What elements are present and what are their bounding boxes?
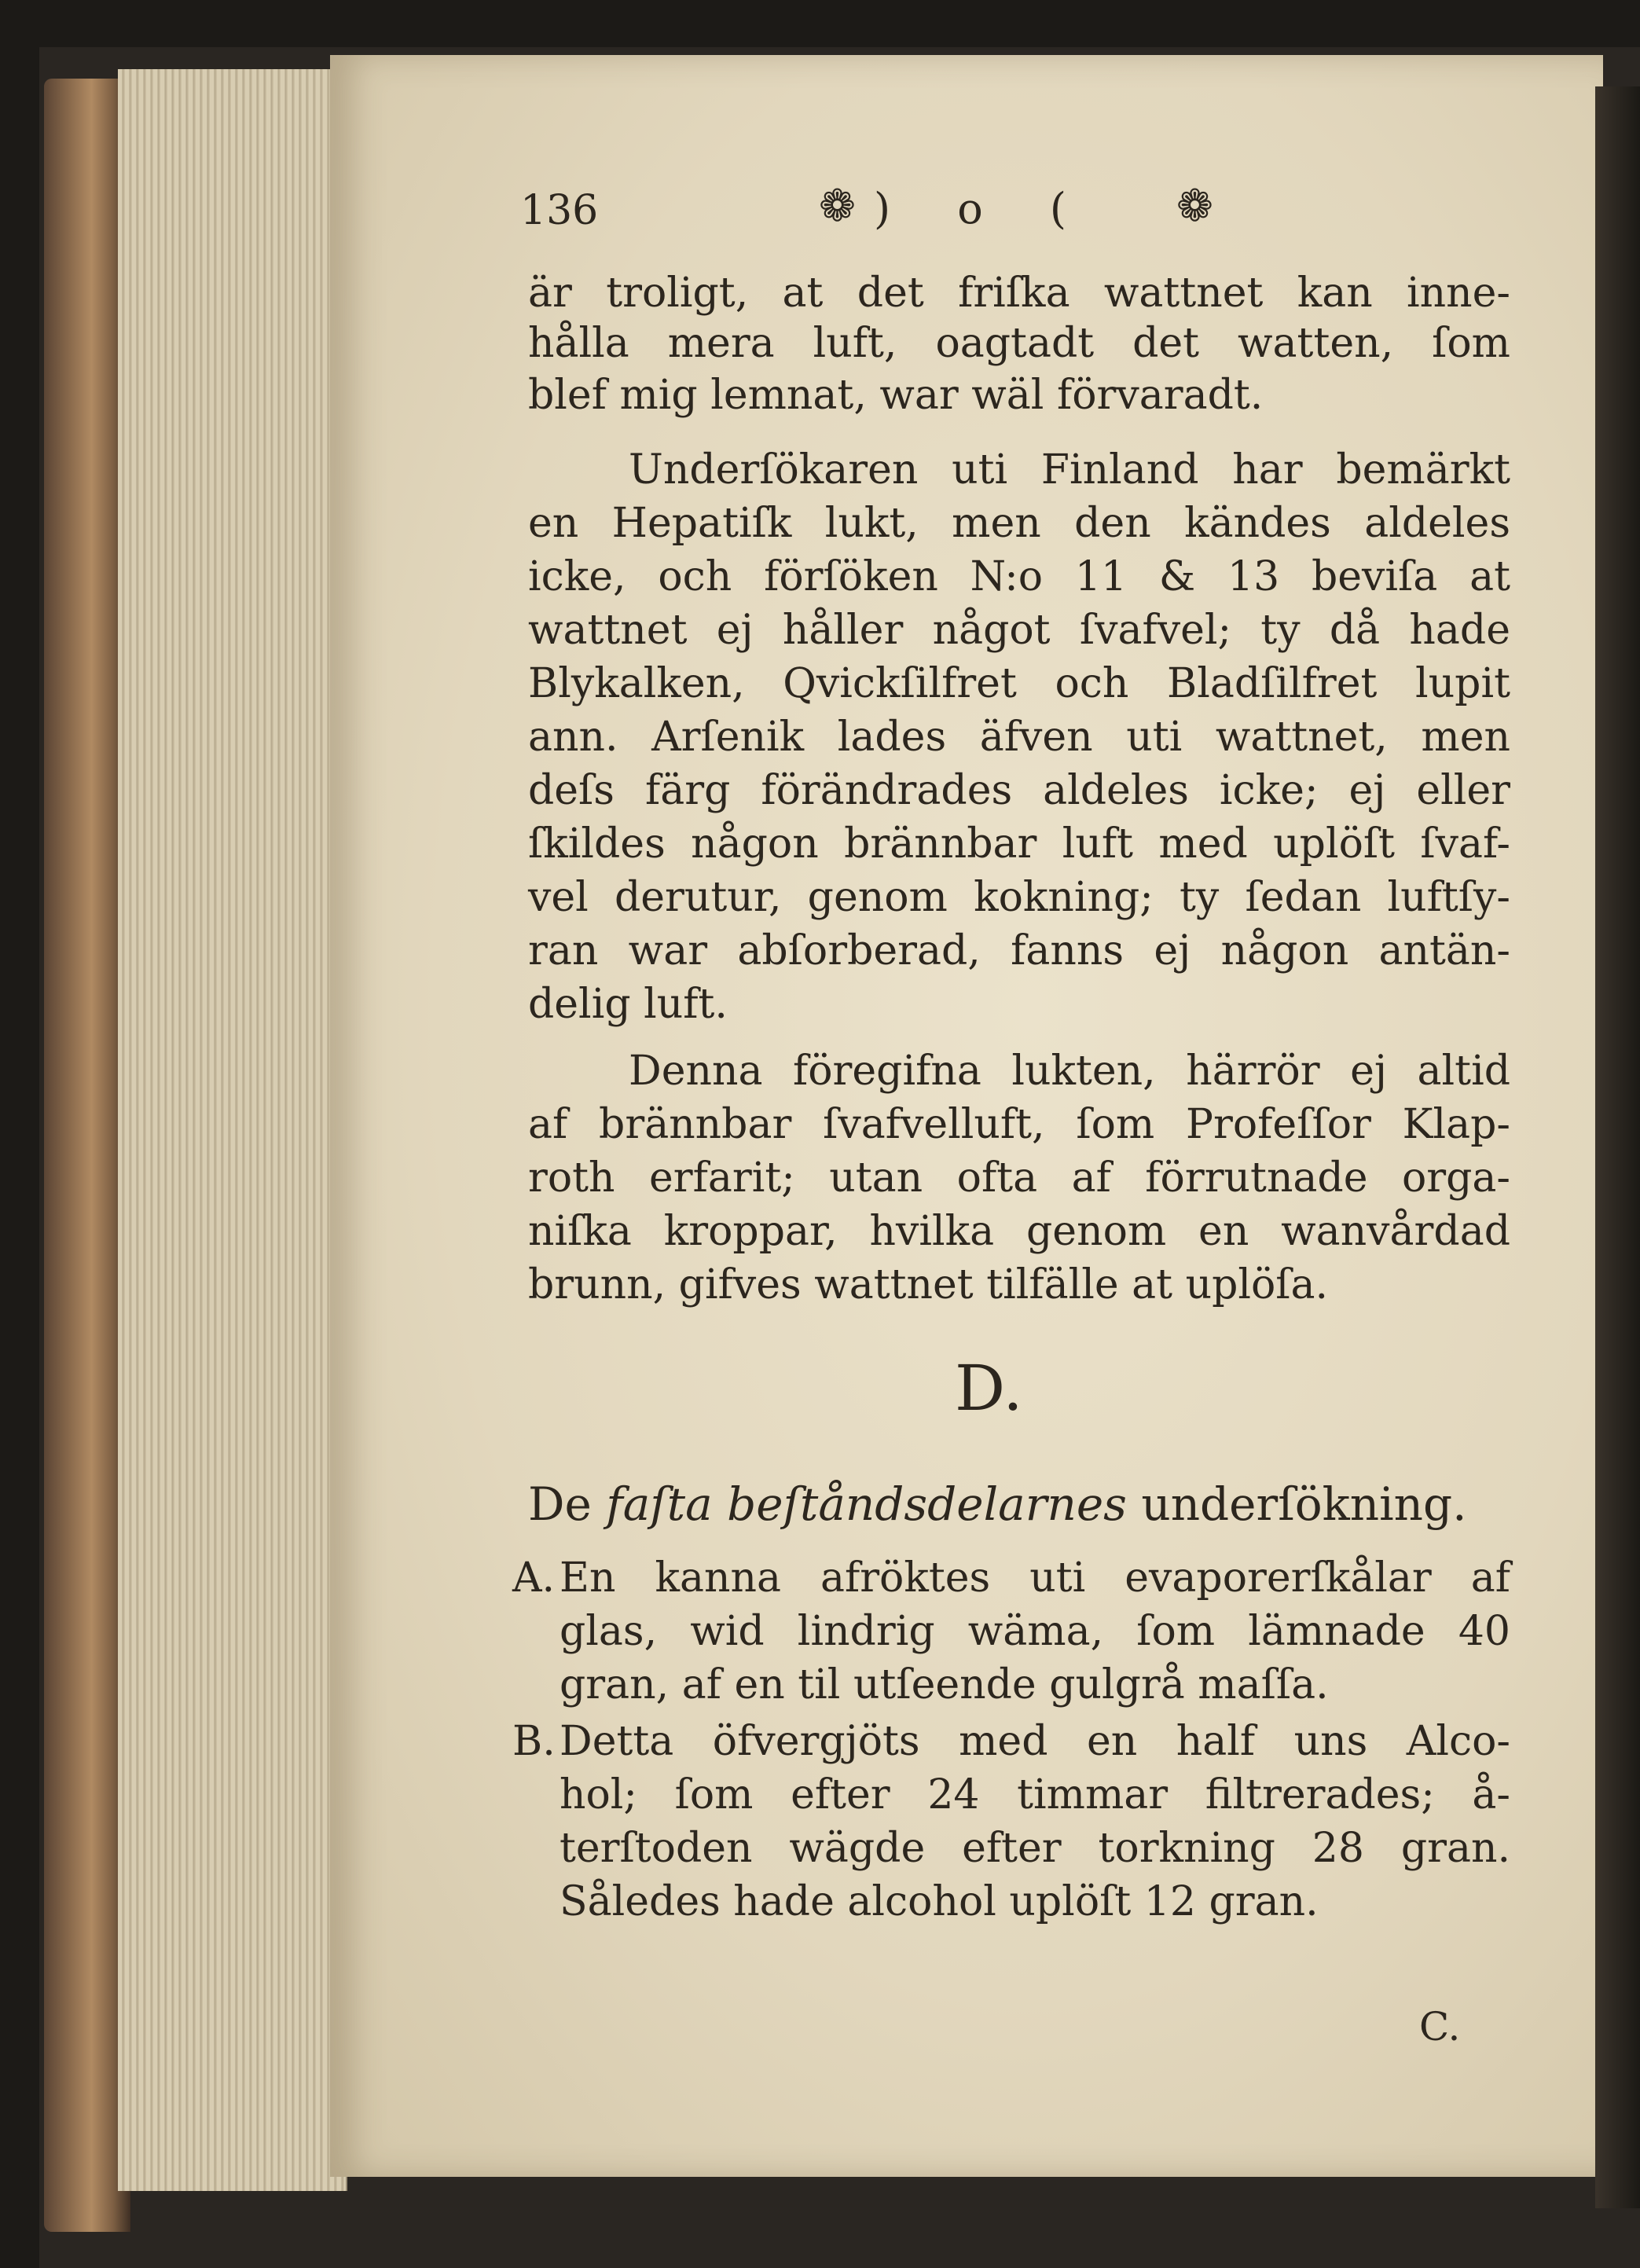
running-header: [520, 181, 1510, 244]
text-line: glas, wid lindrig wäma, ſom lämnade 40: [560, 1608, 1510, 1655]
catchword: C.: [1419, 2004, 1461, 2050]
item-text: Detta öfvergjöts med en half uns Alco-: [560, 1718, 1510, 1765]
text-line: ann. Arſenik lades äfven uti wattnet, men: [528, 714, 1510, 761]
text-line: hol; ſom efter 24 timmar filtrerades; å-: [560, 1771, 1510, 1818]
text-line: terſtoden wägde efter torkning 28 gran.: [560, 1825, 1510, 1872]
section-title-end: underſökning.: [1141, 1477, 1467, 1531]
text-line: vel derutur, genom kokning; ty ſedan luftſy-: [528, 874, 1510, 921]
page-edges: [118, 69, 347, 2191]
section-title-italic: faſta beſtåndsdelarnes: [606, 1477, 1127, 1531]
text-line: Underſökaren uti Finland har bemärkt: [629, 446, 1510, 494]
page-number: 136: [520, 187, 599, 234]
item-text: En kanna afröktes uti evaporerſkålar af: [560, 1554, 1510, 1602]
text-line: Blykalken, Qvickſilfret och Bladſilfret lupit: [528, 660, 1510, 707]
section-title: [528, 1477, 1502, 1531]
text-line: deſs färg förändrades aldeles icke; ej eller: [528, 767, 1510, 814]
text-line: brunn, gifves wattnet tilfälle at uplöſa.: [528, 1261, 1329, 1308]
text-line: blef mig lemnat, war wäl förvaradt.: [528, 372, 1264, 419]
item-b-line: [512, 1716, 1510, 1767]
text-line: gran, af en til utſeende gulgrå maſſa.: [560, 1661, 1329, 1708]
flower-ornament-icon: ❁: [819, 181, 856, 232]
item-label: A.: [512, 1554, 556, 1602]
section-title-start: De: [528, 1477, 592, 1531]
text-line: ran war abſorberad, fanns ej någon antän-: [528, 927, 1510, 974]
text-line: af brännbar ſvafvelluft, ſom Profeſſor Klap-: [528, 1101, 1510, 1148]
text-line: hålla mera luft, oagtadt det watten, ſom: [528, 320, 1510, 367]
next-page-edge: [1595, 86, 1640, 2208]
text-line: roth erfarit; utan ofta af förrutnade orga-: [528, 1154, 1510, 1202]
text-line: Således hade alcohol uplöſt 12 gran.: [560, 1878, 1319, 1925]
text-line: icke, och förſöken N:o 11 & 13 beviſa at: [528, 553, 1510, 600]
text-line: Denna föregifna lukten, härrör ej altid: [629, 1048, 1510, 1095]
section-letter: D.: [955, 1352, 1023, 1425]
item-a-line: [512, 1552, 1510, 1604]
header-mark: ) o (: [874, 184, 1093, 233]
text-line: niſka kroppar, hvilka genom en wanvårdad: [528, 1208, 1510, 1255]
text-line: delig luft.: [528, 981, 728, 1028]
text-line: wattnet ej håller något ſvafvel; ty då hade: [528, 607, 1510, 654]
text-line: en Hepatiſk lukt, men den kändes aldeles: [528, 500, 1510, 547]
text-line: ſkildes någon brännbar luft med uplöſt ſvaf-: [528, 820, 1510, 868]
item-label: B.: [512, 1718, 556, 1765]
text-line: är troligt, at det friſka wattnet kan inne-: [528, 270, 1510, 317]
flower-ornament-icon: ❁: [1176, 181, 1213, 232]
